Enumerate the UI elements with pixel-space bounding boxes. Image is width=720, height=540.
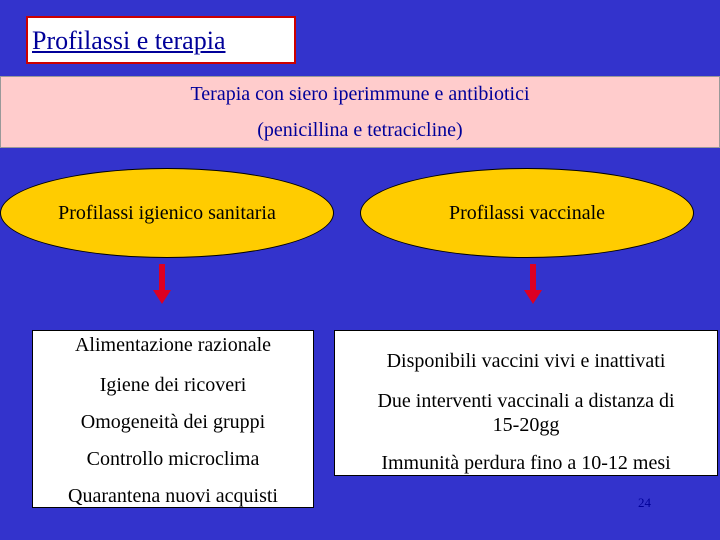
- list-item: Controllo microclima: [86, 448, 260, 470]
- list-item: Quarantena nuovi acquisti: [68, 485, 278, 507]
- down-arrow-icon: [153, 264, 171, 304]
- down-arrow-icon: [524, 264, 542, 304]
- vaccine-prophylaxis-ellipse: [360, 168, 694, 258]
- list-item: Alimentazione razionale: [74, 334, 271, 356]
- banner-line-2: (penicillina e tetracicline): [257, 119, 463, 141]
- hygiene-measures-box: [32, 330, 314, 508]
- list-item: Immunità perdura fino a 10-12 mesi: [381, 452, 671, 474]
- therapy-banner: [0, 76, 720, 148]
- list-item: Igiene dei ricoveri: [99, 374, 247, 396]
- page-number: 24: [638, 495, 651, 510]
- banner-line-1: Terapia con siero iperimmune e antibiotici: [190, 83, 530, 105]
- slide-title: Profilassi e terapia: [32, 26, 226, 55]
- vaccine-prophylaxis-label: Profilassi vaccinale: [448, 201, 606, 224]
- list-item: Due interventi vaccinali a distanza di: [377, 390, 675, 412]
- title-box: [26, 16, 296, 64]
- list-item: 15-20gg: [492, 414, 560, 436]
- vaccine-info-box: [334, 330, 718, 476]
- hygiene-prophylaxis-label: Profilassi igienico sanitaria: [58, 201, 276, 224]
- list-item: Omogeneità dei gruppi: [80, 411, 266, 433]
- list-item: Disponibili vaccini vivi e inattivati: [386, 350, 666, 372]
- hygiene-prophylaxis-ellipse: [0, 168, 334, 258]
